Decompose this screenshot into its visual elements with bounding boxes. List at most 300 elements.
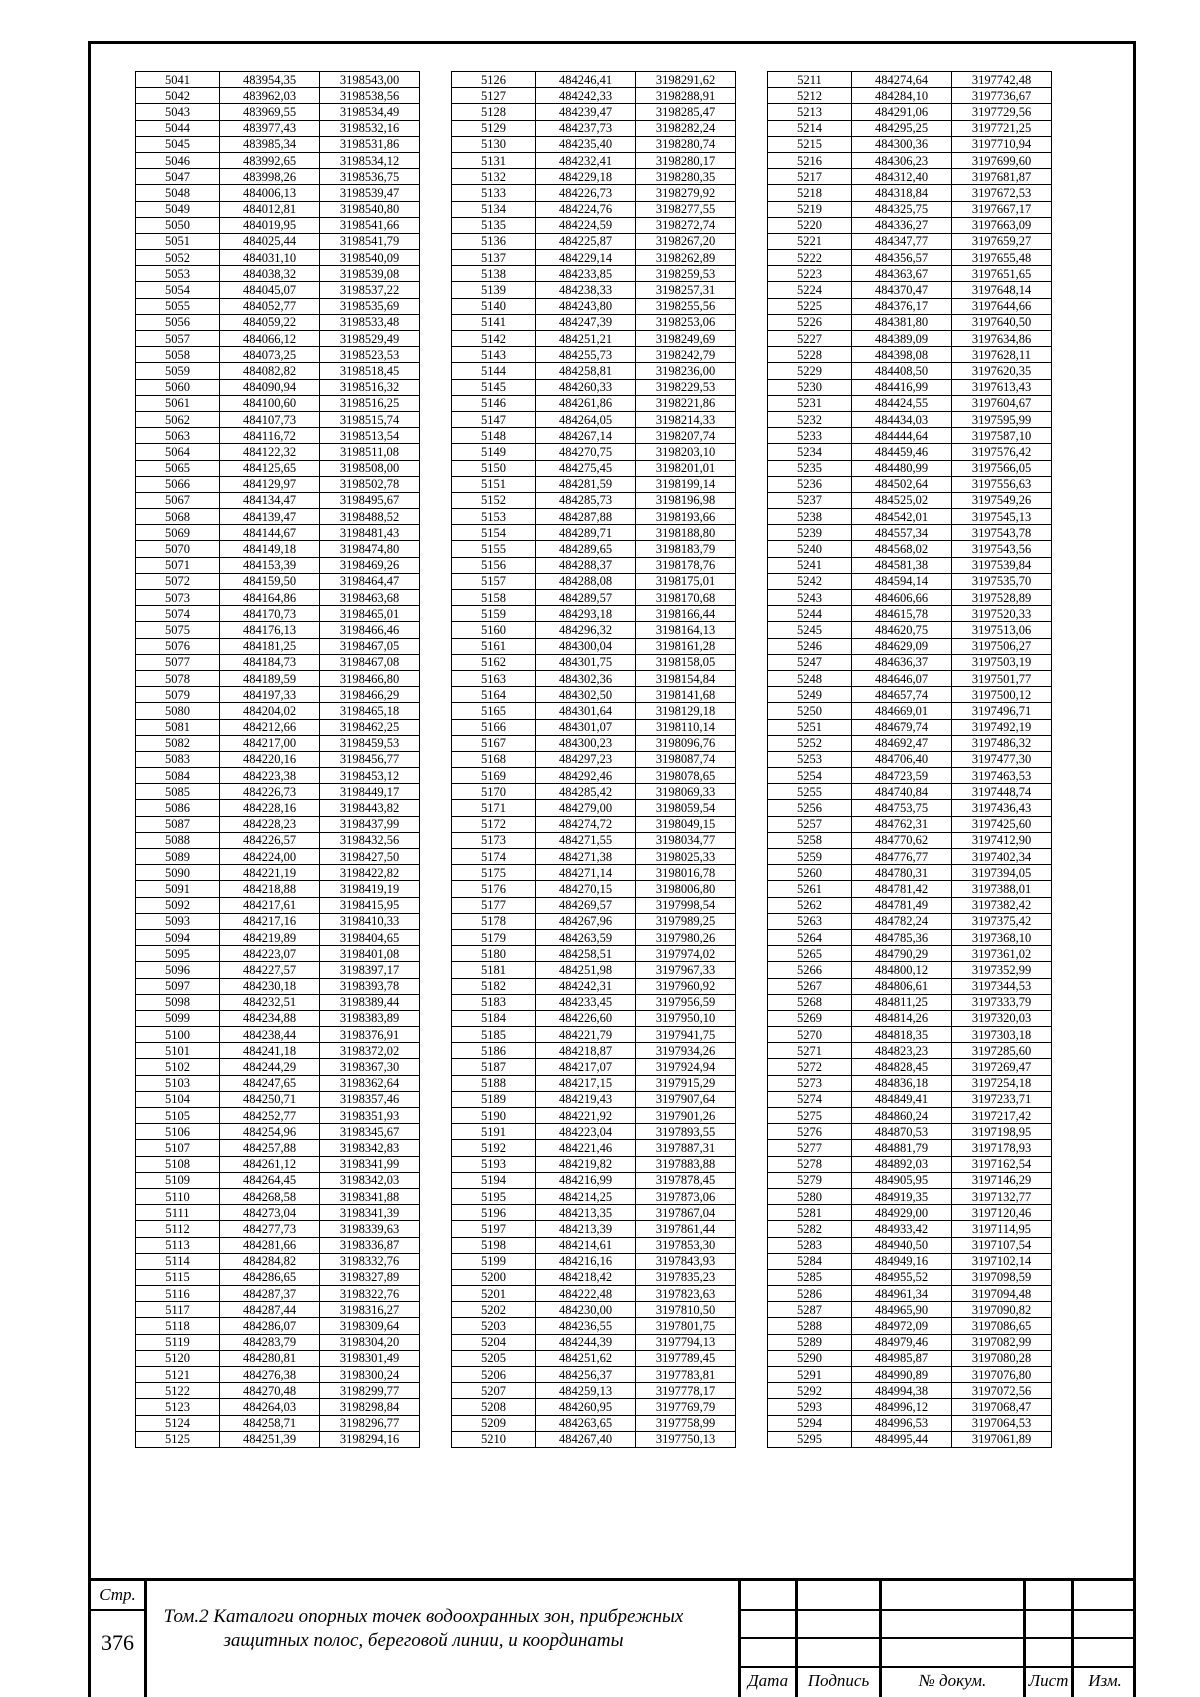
- point-number: 5145: [452, 379, 536, 395]
- table-row: [136, 363, 420, 379]
- table-row: [452, 444, 736, 460]
- x-coordinate: 484785,36: [852, 929, 952, 945]
- table-row: [452, 72, 736, 88]
- y-coordinate: 3198341,88: [320, 1188, 420, 1204]
- point-number: 5166: [452, 719, 536, 735]
- point-number: 5155: [452, 541, 536, 557]
- table-row: [768, 379, 1052, 395]
- x-coordinate: 484239,47: [536, 104, 636, 120]
- point-number: 5218: [768, 185, 852, 201]
- x-coordinate: 484139,47: [220, 509, 320, 525]
- point-number: 5208: [452, 1399, 536, 1415]
- x-coordinate: 484996,53: [852, 1415, 952, 1431]
- y-coordinate: 3197102,14: [952, 1253, 1052, 1269]
- table-row: [136, 233, 420, 249]
- point-number: 5169: [452, 768, 536, 784]
- table-row: [452, 849, 736, 865]
- x-coordinate: 484214,25: [536, 1188, 636, 1204]
- x-coordinate: 484221,19: [220, 865, 320, 881]
- point-number: 5212: [768, 88, 852, 104]
- y-coordinate: 3197750,13: [636, 1431, 736, 1447]
- y-coordinate: 3198201,01: [636, 460, 736, 476]
- point-number: 5105: [136, 1108, 220, 1124]
- table-row: [136, 703, 420, 719]
- y-coordinate: 3198341,39: [320, 1205, 420, 1221]
- table-row: [452, 800, 736, 816]
- point-number: 5195: [452, 1188, 536, 1204]
- x-coordinate: 483977,43: [220, 120, 320, 136]
- y-coordinate: 3198515,74: [320, 411, 420, 427]
- x-coordinate: 484919,35: [852, 1188, 952, 1204]
- table-row: [136, 525, 420, 541]
- table-row: [768, 282, 1052, 298]
- y-coordinate: 3198332,76: [320, 1253, 420, 1269]
- point-number: 5267: [768, 978, 852, 994]
- y-coordinate: 3198523,53: [320, 347, 420, 363]
- point-number: 5125: [136, 1431, 220, 1447]
- y-coordinate: 3198298,84: [320, 1399, 420, 1415]
- point-number: 5153: [452, 509, 536, 525]
- x-coordinate: 484828,45: [852, 1059, 952, 1075]
- y-coordinate: 3198277,55: [636, 201, 736, 217]
- point-number: 5236: [768, 476, 852, 492]
- x-coordinate: 484213,39: [536, 1221, 636, 1237]
- y-coordinate: 3197333,79: [952, 994, 1052, 1010]
- x-coordinate: 484615,78: [852, 606, 952, 622]
- table-row: [452, 104, 736, 120]
- x-coordinate: 484301,64: [536, 703, 636, 719]
- point-number: 5138: [452, 266, 536, 282]
- x-coordinate: 484657,74: [852, 687, 952, 703]
- divider: [738, 1637, 1136, 1639]
- y-coordinate: 3198214,33: [636, 411, 736, 427]
- y-coordinate: 3198255,56: [636, 298, 736, 314]
- x-coordinate: 484264,45: [220, 1172, 320, 1188]
- table-row: [768, 444, 1052, 460]
- table-row: [452, 379, 736, 395]
- x-coordinate: 484568,02: [852, 541, 952, 557]
- point-number: 5286: [768, 1286, 852, 1302]
- table-row: [452, 460, 736, 476]
- x-coordinate: 484790,29: [852, 946, 952, 962]
- x-coordinate: 484153,39: [220, 557, 320, 573]
- point-number: 5043: [136, 104, 220, 120]
- y-coordinate: 3197503,19: [952, 654, 1052, 670]
- y-coordinate: 3197640,50: [952, 314, 1052, 330]
- point-number: 5080: [136, 703, 220, 719]
- point-number: 5258: [768, 832, 852, 848]
- y-coordinate: 3198259,53: [636, 266, 736, 282]
- table-row: [452, 1059, 736, 1075]
- y-coordinate: 3197254,18: [952, 1075, 1052, 1091]
- y-coordinate: 3197956,59: [636, 994, 736, 1010]
- y-coordinate: 3197667,17: [952, 201, 1052, 217]
- point-number: 5106: [136, 1124, 220, 1140]
- point-number: 5060: [136, 379, 220, 395]
- coordinates-table-1: [135, 71, 420, 1448]
- x-coordinate: 484994,38: [852, 1383, 952, 1399]
- point-number: 5098: [136, 994, 220, 1010]
- x-coordinate: 484232,41: [536, 152, 636, 168]
- point-number: 5275: [768, 1108, 852, 1124]
- y-coordinate: 3198309,64: [320, 1318, 420, 1334]
- x-coordinate: 484300,36: [852, 136, 952, 152]
- point-number: 5154: [452, 525, 536, 541]
- table-row: [136, 1334, 420, 1350]
- table-row: [136, 800, 420, 816]
- table-row: [452, 978, 736, 994]
- x-coordinate: 484238,33: [536, 282, 636, 298]
- divider: [738, 1609, 1136, 1611]
- y-coordinate: 3198372,02: [320, 1043, 420, 1059]
- y-coordinate: 3197486,32: [952, 735, 1052, 751]
- y-coordinate: 3198367,30: [320, 1059, 420, 1075]
- y-coordinate: 3198469,26: [320, 557, 420, 573]
- table-row: [136, 1253, 420, 1269]
- y-coordinate: 3198362,64: [320, 1075, 420, 1091]
- table-row: [452, 751, 736, 767]
- table-row: [136, 1075, 420, 1091]
- x-coordinate: 484288,08: [536, 573, 636, 589]
- table-row: [136, 1302, 420, 1318]
- point-number: 5131: [452, 152, 536, 168]
- y-coordinate: 3197789,45: [636, 1350, 736, 1366]
- y-coordinate: 3197634,86: [952, 331, 1052, 347]
- table-row: [136, 897, 420, 913]
- point-number: 5204: [452, 1334, 536, 1350]
- x-coordinate: 484286,65: [220, 1269, 320, 1285]
- y-coordinate: 3197655,48: [952, 250, 1052, 266]
- x-coordinate: 484233,45: [536, 994, 636, 1010]
- x-coordinate: 484814,26: [852, 1010, 952, 1026]
- point-number: 5108: [136, 1156, 220, 1172]
- y-coordinate: 3198453,12: [320, 768, 420, 784]
- point-number: 5116: [136, 1286, 220, 1302]
- x-coordinate: 484860,24: [852, 1108, 952, 1124]
- x-coordinate: 484286,07: [220, 1318, 320, 1334]
- page-label: Стр.: [99, 1585, 136, 1604]
- y-coordinate: 3198481,43: [320, 525, 420, 541]
- table-row: [452, 1075, 736, 1091]
- point-number: 5189: [452, 1091, 536, 1107]
- table-row: [136, 1108, 420, 1124]
- y-coordinate: 3197794,13: [636, 1334, 736, 1350]
- divider: [144, 1581, 147, 1697]
- table-row: [768, 768, 1052, 784]
- table-row: [452, 606, 736, 622]
- x-coordinate: 484243,80: [536, 298, 636, 314]
- x-coordinate: 484025,44: [220, 233, 320, 249]
- y-coordinate: 3197934,26: [636, 1043, 736, 1059]
- x-coordinate: 484823,23: [852, 1043, 952, 1059]
- y-coordinate: 3197496,71: [952, 703, 1052, 719]
- x-coordinate: 484228,16: [220, 800, 320, 816]
- point-number: 5061: [136, 395, 220, 411]
- x-coordinate: 484291,06: [852, 104, 952, 120]
- point-number: 5165: [452, 703, 536, 719]
- x-coordinate: 484279,00: [536, 800, 636, 816]
- y-coordinate: 3197960,92: [636, 978, 736, 994]
- x-coordinate: 484237,73: [536, 120, 636, 136]
- table-row: [136, 962, 420, 978]
- y-coordinate: 3197178,93: [952, 1140, 1052, 1156]
- table-row: [136, 751, 420, 767]
- point-number: 5242: [768, 573, 852, 589]
- point-number: 5083: [136, 751, 220, 767]
- point-number: 5264: [768, 929, 852, 945]
- y-coordinate: 3198540,80: [320, 201, 420, 217]
- point-number: 5239: [768, 525, 852, 541]
- x-coordinate: 484280,81: [220, 1350, 320, 1366]
- table-row: [136, 266, 420, 282]
- y-coordinate: 3197843,93: [636, 1253, 736, 1269]
- table-row: [452, 169, 736, 185]
- y-coordinate: 3197924,94: [636, 1059, 736, 1075]
- table-row: [136, 1010, 420, 1026]
- table-row: [452, 476, 736, 492]
- x-coordinate: 484176,13: [220, 622, 320, 638]
- table-row: [136, 331, 420, 347]
- x-coordinate: 484244,39: [536, 1334, 636, 1350]
- point-number: 5111: [136, 1205, 220, 1221]
- y-coordinate: 3198513,54: [320, 428, 420, 444]
- x-coordinate: 484263,65: [536, 1415, 636, 1431]
- x-coordinate: 484281,66: [220, 1237, 320, 1253]
- y-coordinate: 3197721,25: [952, 120, 1052, 136]
- point-number: 5144: [452, 363, 536, 379]
- x-coordinate: 484287,37: [220, 1286, 320, 1302]
- change-column-label: Изм.: [1088, 1671, 1122, 1690]
- y-coordinate: 3198280,74: [636, 136, 736, 152]
- point-number: 5247: [768, 654, 852, 670]
- x-coordinate: 484646,07: [852, 670, 952, 686]
- point-number: 5200: [452, 1269, 536, 1285]
- point-number: 5211: [768, 72, 852, 88]
- y-coordinate: 3198188,80: [636, 525, 736, 541]
- point-number: 5246: [768, 638, 852, 654]
- point-number: 5093: [136, 913, 220, 929]
- x-coordinate: 484849,41: [852, 1091, 952, 1107]
- table-row: [136, 946, 420, 962]
- x-coordinate: 484227,57: [220, 962, 320, 978]
- x-coordinate: 484038,32: [220, 266, 320, 282]
- point-number: 5266: [768, 962, 852, 978]
- point-number: 5255: [768, 784, 852, 800]
- y-coordinate: 3198034,77: [636, 832, 736, 848]
- x-coordinate: 484776,77: [852, 849, 952, 865]
- table-row: [768, 169, 1052, 185]
- point-number: 5101: [136, 1043, 220, 1059]
- x-coordinate: 484256,37: [536, 1367, 636, 1383]
- x-coordinate: 484244,29: [220, 1059, 320, 1075]
- y-coordinate: 3197729,56: [952, 104, 1052, 120]
- point-number: 5062: [136, 411, 220, 427]
- point-number: 5041: [136, 72, 220, 88]
- table-row: [136, 638, 420, 654]
- x-coordinate: 484006,13: [220, 185, 320, 201]
- y-coordinate: 3198196,98: [636, 492, 736, 508]
- table-row: [452, 946, 736, 962]
- y-coordinate: 3198357,46: [320, 1091, 420, 1107]
- point-number: 5139: [452, 282, 536, 298]
- table-row: [452, 492, 736, 508]
- table-row: [768, 913, 1052, 929]
- table-row: [136, 217, 420, 233]
- y-coordinate: 3198175,01: [636, 573, 736, 589]
- table-row: [136, 282, 420, 298]
- y-coordinate: 3198437,99: [320, 816, 420, 832]
- x-coordinate: 484226,60: [536, 1010, 636, 1026]
- point-number: 5071: [136, 557, 220, 573]
- y-coordinate: 3198342,03: [320, 1172, 420, 1188]
- point-number: 5294: [768, 1415, 852, 1431]
- x-coordinate: 484258,51: [536, 946, 636, 962]
- point-number: 5193: [452, 1156, 536, 1172]
- y-coordinate: 3198304,20: [320, 1334, 420, 1350]
- point-number: 5226: [768, 314, 852, 330]
- y-coordinate: 3198532,16: [320, 120, 420, 136]
- x-coordinate: 484370,47: [852, 282, 952, 298]
- table-row: [768, 185, 1052, 201]
- x-coordinate: 484267,14: [536, 428, 636, 444]
- table-row: [452, 1188, 736, 1204]
- table-row: [136, 768, 420, 784]
- point-number: 5206: [452, 1367, 536, 1383]
- y-coordinate: 3197477,30: [952, 751, 1052, 767]
- point-number: 5135: [452, 217, 536, 233]
- y-coordinate: 3197146,29: [952, 1172, 1052, 1188]
- table-row: [768, 687, 1052, 703]
- y-coordinate: 3198280,35: [636, 169, 736, 185]
- point-number: 5103: [136, 1075, 220, 1091]
- point-number: 5159: [452, 606, 536, 622]
- x-coordinate: 484288,37: [536, 557, 636, 573]
- coordinates-table-3: [767, 71, 1052, 1448]
- point-number: 5045: [136, 136, 220, 152]
- table-row: [452, 1205, 736, 1221]
- table-row: [768, 1108, 1052, 1124]
- point-number: 5288: [768, 1318, 852, 1334]
- table-row: [136, 120, 420, 136]
- point-number: 5290: [768, 1350, 852, 1366]
- point-number: 5171: [452, 800, 536, 816]
- table-row: [768, 136, 1052, 152]
- x-coordinate: 484606,66: [852, 590, 952, 606]
- point-number: 5073: [136, 590, 220, 606]
- table-row: [768, 1415, 1052, 1431]
- table-row: [452, 735, 736, 751]
- table-row: [768, 460, 1052, 476]
- y-coordinate: 3198488,52: [320, 509, 420, 525]
- table-row: [136, 541, 420, 557]
- table-row: [768, 1156, 1052, 1172]
- point-number: 5114: [136, 1253, 220, 1269]
- x-coordinate: 484134,47: [220, 492, 320, 508]
- y-coordinate: 3198535,69: [320, 298, 420, 314]
- x-coordinate: 484236,55: [536, 1318, 636, 1334]
- point-number: 5056: [136, 314, 220, 330]
- y-coordinate: 3198465,01: [320, 606, 420, 622]
- x-coordinate: 484271,55: [536, 832, 636, 848]
- table-row: [136, 72, 420, 88]
- point-number: 5054: [136, 282, 220, 298]
- x-coordinate: 484296,32: [536, 622, 636, 638]
- point-number: 5278: [768, 1156, 852, 1172]
- y-coordinate: 3198404,65: [320, 929, 420, 945]
- table-row: [136, 1027, 420, 1043]
- x-coordinate: 484297,23: [536, 751, 636, 767]
- y-coordinate: 3197425,60: [952, 816, 1052, 832]
- y-coordinate: 3197769,79: [636, 1399, 736, 1415]
- table-row: [768, 606, 1052, 622]
- y-coordinate: 3197520,33: [952, 606, 1052, 622]
- x-coordinate: 484264,05: [536, 411, 636, 427]
- x-coordinate: 484271,14: [536, 865, 636, 881]
- table-row: [768, 1140, 1052, 1156]
- y-coordinate: 3197758,99: [636, 1415, 736, 1431]
- table-row: [768, 1350, 1052, 1366]
- table-row: [136, 152, 420, 168]
- y-coordinate: 3197998,54: [636, 897, 736, 913]
- table-row: [768, 946, 1052, 962]
- x-coordinate: 484252,77: [220, 1108, 320, 1124]
- table-row: [768, 347, 1052, 363]
- point-number: 5293: [768, 1399, 852, 1415]
- y-coordinate: 3198170,68: [636, 590, 736, 606]
- point-number: 5048: [136, 185, 220, 201]
- x-coordinate: 484270,48: [220, 1383, 320, 1399]
- y-coordinate: 3198096,76: [636, 735, 736, 751]
- point-number: 5096: [136, 962, 220, 978]
- table-row: [452, 331, 736, 347]
- table-row: [452, 913, 736, 929]
- point-number: 5291: [768, 1367, 852, 1383]
- point-number: 5055: [136, 298, 220, 314]
- point-number: 5283: [768, 1237, 852, 1253]
- table-row: [452, 185, 736, 201]
- x-coordinate: 484557,34: [852, 525, 952, 541]
- y-coordinate: 3197736,67: [952, 88, 1052, 104]
- point-number: 5249: [768, 687, 852, 703]
- x-coordinate: 484818,35: [852, 1027, 952, 1043]
- table-row: [136, 1399, 420, 1415]
- table-row: [768, 1010, 1052, 1026]
- point-number: 5260: [768, 865, 852, 881]
- x-coordinate: 484235,40: [536, 136, 636, 152]
- x-coordinate: 484230,00: [536, 1302, 636, 1318]
- point-number: 5119: [136, 1334, 220, 1350]
- y-coordinate: 3197382,42: [952, 897, 1052, 913]
- point-number: 5097: [136, 978, 220, 994]
- y-coordinate: 3198541,79: [320, 233, 420, 249]
- point-number: 5049: [136, 201, 220, 217]
- table-row: [136, 670, 420, 686]
- table-row: [136, 1221, 420, 1237]
- table-row: [452, 88, 736, 104]
- point-number: 5223: [768, 266, 852, 282]
- y-coordinate: 3197595,99: [952, 411, 1052, 427]
- table-row: [136, 1286, 420, 1302]
- y-coordinate: 3197500,12: [952, 687, 1052, 703]
- table-row: [136, 1367, 420, 1383]
- y-coordinate: 3197974,02: [636, 946, 736, 962]
- point-number: 5177: [452, 897, 536, 913]
- x-coordinate: 484219,89: [220, 929, 320, 945]
- x-coordinate: 484287,44: [220, 1302, 320, 1318]
- point-number: 5285: [768, 1269, 852, 1285]
- point-number: 5209: [452, 1415, 536, 1431]
- table-row: [136, 557, 420, 573]
